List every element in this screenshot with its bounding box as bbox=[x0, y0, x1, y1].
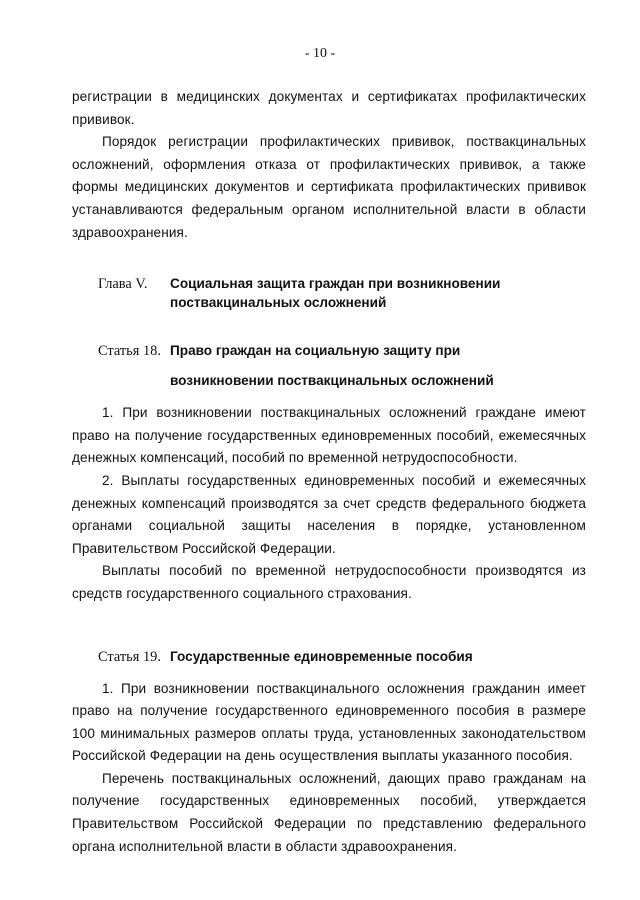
chapter-title-line-2: поствакцинальных осложнений bbox=[170, 295, 387, 311]
article-18-paragraph-1: 1. При возникновении поствакцинальных осложнений граждане имеют право на получение государственных единовременных пособий, ежемесячных денежных компенсаций, пособий по временной нетрудоспособности. bbox=[72, 405, 586, 466]
article-19-heading bbox=[72, 646, 586, 668]
article-18-title bbox=[170, 338, 586, 394]
article-19-paragraph-2: Перечень поствакцинальных осложнений, дающих право гражданам на получение государственных единовременных пособий, утверждается Правительством Российской Федерации по представлению федерального органа исполнительной власти в области здравоохранения. bbox=[72, 770, 586, 854]
article-19-title: Государственные единовременные пособия bbox=[170, 648, 473, 664]
page-number: - 10 - bbox=[304, 46, 336, 61]
article-18-paragraph-2: 2. Выплаты государственных единовременных пособий и ежемесячных денежных компенсаций производятся за счет средств федерального бюджета органами социальной защиты населения в порядке, установленном Правительством Российской Федерации. bbox=[72, 472, 586, 556]
article-18-title-line-1: Право граждан на социальную защиту при bbox=[170, 343, 461, 359]
paragraph-registration-order: Порядок регистрации профилактических прививок, поствакцинальных осложнений, оформления отказа от профилактических прививок, а также формы медицинских документов и сертификата профилактических прививок устанавливаются федеральным органом исполнительной власти в области здравоохранения. bbox=[72, 134, 586, 240]
chapter-title-line-1: Социальная защита граждан при возникновении bbox=[170, 276, 501, 292]
paragraph-continuation: регистрации в медицинских документах и сертификатах профилактических прививок. bbox=[72, 89, 586, 127]
article-18-heading bbox=[72, 338, 586, 394]
article-18-title-line-2: возникновении поствакцинальных осложнений bbox=[170, 373, 494, 389]
chapter-label: Глава V. bbox=[98, 276, 148, 293]
article-18-paragraph-3: Выплаты пособий по временной нетрудоспособности производятся из средств государственного социального страхования. bbox=[72, 563, 586, 601]
chapter-heading bbox=[72, 274, 586, 312]
article-19-label: Статья 19. bbox=[98, 648, 161, 665]
chapter-title bbox=[170, 274, 586, 312]
article-18-label: Статья 18. bbox=[98, 343, 161, 360]
article-19-paragraph-1: 1. При возникновении поствакцинального осложнения гражданин имеет право на получение государственного единовременного пособия в размере 100 минимальных размеров оплаты труда, установленных законодательством Российской Федерации на день осуществления выплаты указанного пособия. bbox=[72, 680, 586, 764]
document-body bbox=[72, 86, 586, 858]
